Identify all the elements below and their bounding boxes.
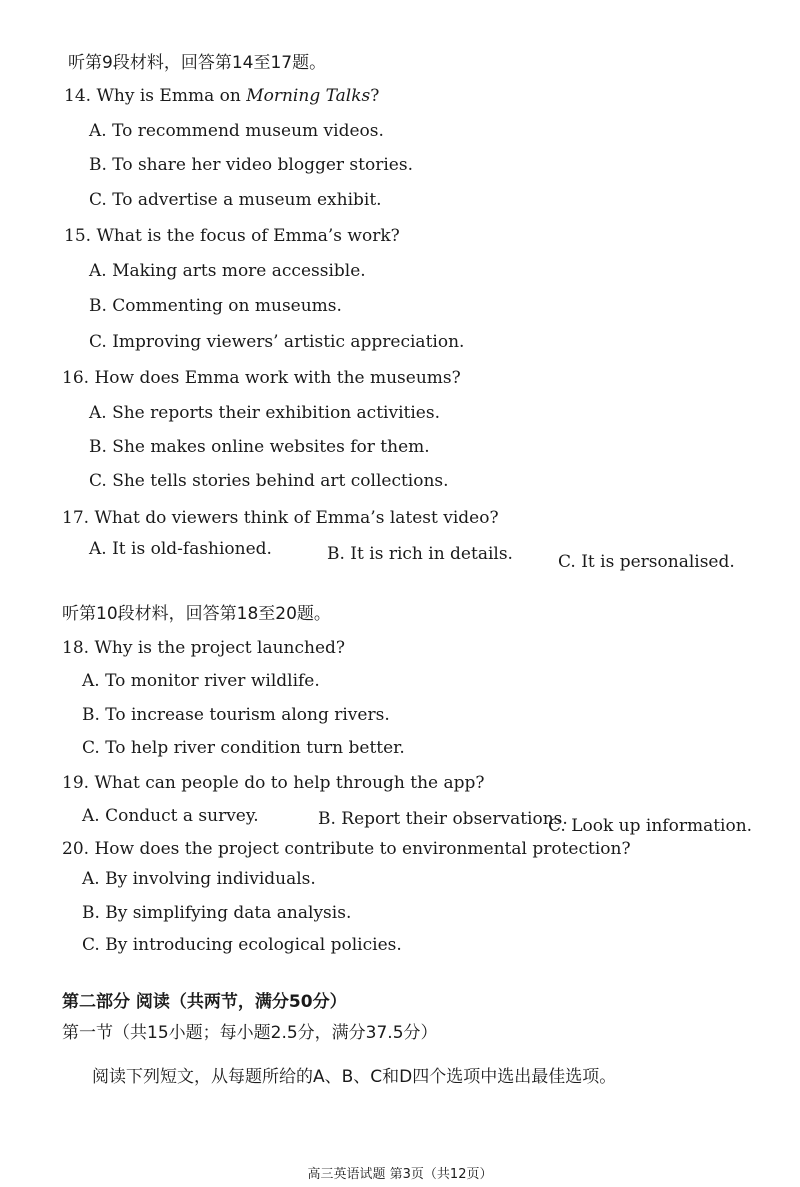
question-16-option-c: C. She tells stories behind art collections.	[89, 471, 449, 491]
question-17-option-c: C. It is personalised.	[558, 552, 735, 572]
question-14-stem: 14. Why is Emma on Morning Talks?	[64, 86, 380, 106]
question-15-stem: 15. What is the focus of Emma’s work?	[64, 226, 400, 246]
question-19-option-c: C. Look up information.	[548, 816, 753, 836]
question-16-option-b: B. She makes online websites for them.	[89, 437, 430, 457]
question-20-stem: 20. How does the project contribute to environmental protection?	[62, 839, 631, 859]
part-two-instruction: 阅读下列短文，从每题所给的A、B、C和D四个选项中选出最佳选项。	[92, 1067, 617, 1087]
section-9-instruction: 听第9段材料，回答第14至17题。	[68, 53, 327, 73]
question-17-option-a: A. It is old-fashioned.	[89, 539, 272, 559]
question-18-option-c: C. To help river condition turn better.	[82, 738, 405, 758]
question-14-option-b: B. To share her video blogger stories.	[89, 155, 413, 175]
question-14-option-c: C. To advertise a museum exhibit.	[89, 190, 382, 210]
question-20-option-b: B. By simplifying data analysis.	[82, 903, 352, 923]
question-19-stem: 19. What can people do to help through the app?	[62, 773, 485, 793]
question-15-option-a: A. Making arts more accessible.	[89, 261, 366, 281]
question-18-option-a: A. To monitor river wildlife.	[82, 671, 320, 691]
question-17-stem: 17. What do viewers think of Emma’s latest video?	[62, 508, 499, 528]
question-19-option-b: B. Report their observations.	[318, 809, 568, 829]
question-15-option-c: C. Improving viewers’ artistic appreciation.	[89, 332, 465, 352]
question-18-option-b: B. To increase tourism along rivers.	[82, 705, 390, 725]
question-20-option-a: A. By involving individuals.	[82, 869, 316, 889]
question-16-stem: 16. How does Emma work with the museums?	[62, 368, 461, 388]
question-14-option-a: A. To recommend museum videos.	[89, 121, 384, 141]
page-footer: 高三英语试题 第3页（共12页）	[307, 1167, 493, 1182]
question-19-option-a: A. Conduct a survey.	[82, 806, 259, 826]
question-17-option-b: B. It is rich in details.	[327, 544, 513, 564]
question-18-stem: 18. Why is the project launched?	[62, 638, 346, 658]
section-10-instruction: 听第10段材料，回答第18至20题。	[62, 604, 331, 624]
question-16-option-a: A. She reports their exhibition activities.	[89, 403, 440, 423]
question-20-option-c: C. By introducing ecological policies.	[82, 935, 402, 955]
part-two-section-one: 第一节（共15小题；每小题2.5分，满分37.5分）	[62, 1023, 438, 1043]
part-two-title: 第二部分 阅读（共两节，满分50分）	[62, 992, 347, 1012]
question-15-option-b: B. Commenting on museums.	[89, 296, 342, 316]
